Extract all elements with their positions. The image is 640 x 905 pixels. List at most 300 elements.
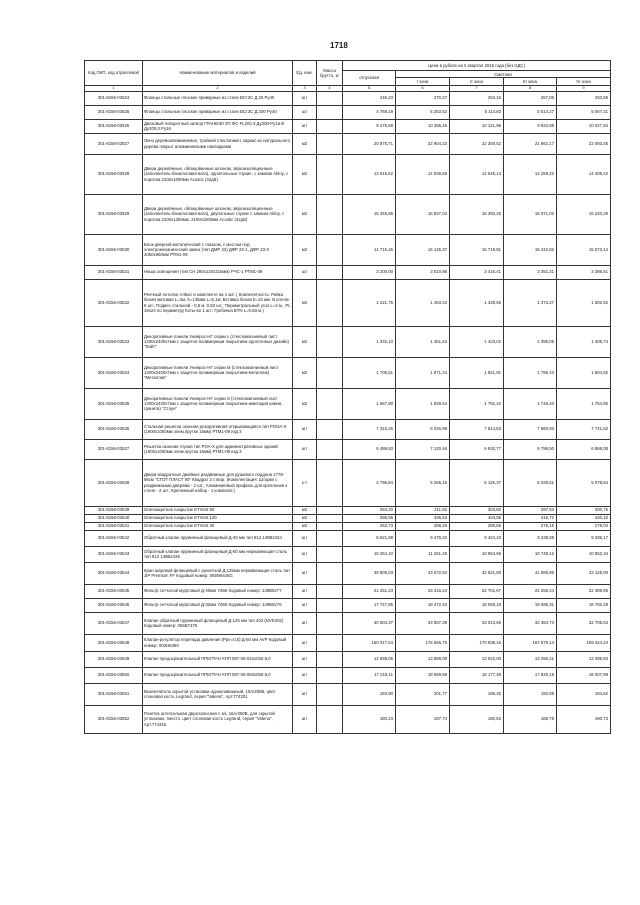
row-code: 301-8156-03538 [85, 459, 143, 506]
row-price-zone-1: 1 829,64 [396, 388, 450, 419]
column-index: 1 [85, 85, 143, 91]
row-release-price: 13 615,62 [343, 154, 396, 194]
row-code: 301-8156-03528 [85, 154, 143, 194]
table-row [85, 612, 611, 634]
row-price-zone-2: 1 821,91 [450, 357, 504, 388]
row-release-price: 3 200,00 [343, 265, 396, 279]
row-price-zone-4: 10 862,34 [557, 546, 611, 562]
row-code: 301-8156-03551 [85, 683, 143, 705]
row-price-zone-1: 13 888,08 [396, 651, 450, 667]
row-name: Фланцы стальные плоские приварные из стали ВСт3С Д 25 Ру40 [143, 91, 293, 105]
row-name: Огнезащитное покрытие ETVent 30 [143, 522, 293, 530]
row-unit: шт [293, 419, 317, 439]
row-price-zone-3: 1 395,05 [504, 326, 557, 357]
row-price-zone-4: 3 386,51 [557, 265, 611, 279]
row-price-zone-1: 23 316,24 [396, 584, 450, 598]
row-price-zone-2: 170 939,16 [450, 634, 504, 651]
row-name: Стальная решетка оконная декоративная открывающаяся тип РООА-Х (1900х1050мм элем.прутки 16мм) РТМ1-09 изд 3 [143, 419, 293, 439]
row-code: 301-8156-03541 [85, 522, 143, 530]
row-mass [317, 667, 343, 683]
row-code: 301-8156-03545 [85, 584, 143, 598]
row-price-zone-3: 5 014,27 [504, 105, 557, 119]
row-unit: м2 [293, 234, 317, 265]
row-mass [317, 562, 343, 584]
row-unit: м2 [293, 154, 317, 194]
column-index: 7 [450, 85, 504, 91]
table-row [85, 279, 611, 326]
column-index: 9 [557, 85, 611, 91]
table-row [85, 705, 611, 733]
row-price-zone-2: 16 393,25 [450, 194, 504, 234]
row-mass [317, 119, 343, 133]
row-mass [317, 133, 343, 154]
row-price-zone-4: 5 078,54 [557, 459, 611, 506]
price-catalog-table [84, 60, 611, 734]
row-price-zone-4: 169 344,24 [557, 634, 611, 651]
row-unit: м2 [293, 522, 317, 530]
row-price-zone-4: 42 125,00 [557, 562, 611, 584]
row-name: Двери деревянные, облицованные шпоном, звукоизоляционные (заполнитель-базальтовая вата), двупольные глухие с замком Abloy, с порогом 2100х1300мм, 2100х1500мм Acustic (42дБ) [143, 194, 293, 234]
row-mass [317, 194, 343, 234]
row-price-zone-1: 197,74 [396, 705, 450, 733]
row-price-zone-1: 201,77 [396, 683, 450, 705]
header-estimate-price: Сметная [396, 71, 611, 78]
row-price-zone-2: 192,53 [450, 705, 504, 733]
row-price-zone-2: 22 701,67 [450, 584, 504, 598]
row-release-price: 17 018,11 [343, 667, 396, 683]
row-price-zone-4: 1 602,62 [557, 279, 611, 326]
row-price-zone-1: 7 120,46 [396, 439, 450, 459]
row-mass [317, 459, 343, 506]
row-price-zone-4: 420,10 [557, 514, 611, 522]
row-price-zone-1: 288,26 [396, 522, 450, 530]
row-price-zone-1: 16 837,04 [396, 194, 450, 234]
row-price-zone-1: 1 461,54 [396, 326, 450, 357]
row-price-zone-1: 435,53 [396, 514, 450, 522]
row-price-zone-1: 11 261,48 [396, 546, 450, 562]
row-release-price: 284,20 [343, 506, 396, 514]
row-release-price: 1 332,10 [343, 326, 396, 357]
row-unit: м2 [293, 326, 317, 357]
row-code: 301-8156-03530 [85, 234, 143, 265]
row-release-price: 20 875,71 [343, 133, 396, 154]
row-release-price: 21 251,23 [343, 584, 396, 598]
row-name: Клапан-регулятор перепада давления (Ppe=0,5) Д-50 мм AVP Кодовый номер: 003H6390 [143, 634, 293, 651]
row-mass [317, 651, 343, 667]
row-price-zone-2: 263,15 [450, 91, 504, 105]
row-release-price: 12 658,06 [343, 651, 396, 667]
row-name: Декоративные панели Униярос-НГ серии L (стекломагниевый лист 1200х2400х7мм с защитно-полимерным покрытием однотонных дизайн) "Лайт" [143, 326, 293, 357]
row-mass [317, 357, 343, 388]
row-price-zone-4: 18 007,89 [557, 667, 611, 683]
row-name: Решетка оконная глухая тип РОА-Х для административных зданий (1900х1000мм элем.прутки 16мм) РТМ1-09 изд 3 [143, 439, 293, 459]
row-price-zone-1: 43 672,94 [396, 562, 450, 584]
table-row [85, 522, 611, 530]
row-unit: шт [293, 705, 317, 733]
row-price-zone-3: 15 410,82 [504, 234, 557, 265]
row-price-zone-3: 13 256,21 [504, 651, 557, 667]
row-price-zone-4: 1 804,92 [557, 357, 611, 388]
row-price-zone-2: 33 013,65 [450, 612, 504, 634]
row-price-zone-1: 14 938,69 [396, 154, 450, 194]
table-row [85, 265, 611, 279]
row-price-zone-2: 7 814,53 [450, 419, 504, 439]
row-unit: м2 [293, 506, 317, 514]
row-price-zone-1: 5 253,52 [396, 105, 450, 119]
row-unit: шт [293, 634, 317, 651]
row-release-price: 183,90 [343, 683, 396, 705]
row-price-zone-4: 300,76 [557, 506, 611, 514]
row-price-zone-1: 1 463,43 [396, 279, 450, 326]
row-mass [317, 279, 343, 326]
row-release-price: 246,23 [343, 91, 396, 105]
row-unit: шт [293, 119, 317, 133]
row-release-price: 9 475,58 [343, 119, 396, 133]
row-price-zone-3: 18 596,31 [504, 598, 557, 612]
table-row [85, 119, 611, 133]
row-code: 301-8156-03527 [85, 133, 143, 154]
row-code: 301-8156-03533 [85, 326, 143, 357]
row-release-price: 30 904,37 [343, 612, 396, 634]
row-release-price: 39 805,03 [343, 562, 396, 584]
row-price-zone-3: 22 255,44 [504, 584, 557, 598]
row-code: 301-8156-03539 [85, 506, 143, 514]
row-price-zone-3: 167 579,14 [504, 634, 557, 651]
row-unit: м2 [293, 194, 317, 234]
row-price-zone-2: 1 428,55 [450, 279, 504, 326]
row-code: 301-8156-03552 [85, 705, 143, 733]
row-price-zone-3: 257,06 [504, 91, 557, 105]
row-code: 301-8156-03524 [85, 91, 143, 105]
row-price-zone-2: 9 424,10 [450, 530, 504, 546]
row-price-zone-2: 10 964,65 [450, 546, 504, 562]
row-code: 301-8156-03526 [85, 119, 143, 133]
row-price-zone-3: 16 071,02 [504, 194, 557, 234]
table-row [85, 651, 611, 667]
row-price-zone-1: 270,27 [396, 91, 450, 105]
row-code: 301-8156-03525 [85, 105, 143, 119]
row-mass [317, 530, 343, 546]
row-price-zone-2: 6 932,77 [450, 439, 504, 459]
column-index: 4 [317, 85, 343, 91]
column-index: 3 [293, 85, 317, 91]
row-price-zone-1: 10 396,45 [396, 119, 450, 133]
row-mass [317, 388, 343, 419]
row-price-zone-2: 14 545,13 [450, 154, 504, 194]
row-mass [317, 705, 343, 733]
row-price-zone-2: 1 781,42 [450, 388, 504, 419]
row-price-zone-4: 9 336,17 [557, 530, 611, 546]
row-mass [317, 105, 343, 119]
row-code: 301-8156-03536 [85, 419, 143, 439]
row-price-zone-4: 18 782,28 [557, 598, 611, 612]
row-price-zone-2: 42 521,80 [450, 562, 504, 584]
row-release-price: 17 747,85 [343, 598, 396, 612]
row-price-zone-1: 22 904,23 [396, 133, 450, 154]
row-unit: шт [293, 562, 317, 584]
row-code: 301-8156-03547 [85, 612, 143, 634]
row-unit: м2 [293, 388, 317, 419]
row-name: Фланцы стальные плоские приварные из стали ВСт3С Д 200 Ру40 [143, 105, 293, 119]
row-price-zone-3: 297,63 [504, 506, 557, 514]
row-name: Декоративные панели Униярос-НГ серии М (стекломагниевый лист 1200х2400х7мм с защитно-полимерным покрытием-металлик) "Металлик" [143, 357, 293, 388]
row-name: Клапан предохранительный ПРЕГРАН КПП 097-05-050х050-6,0 [143, 667, 293, 683]
row-price-zone-3: 41 685,96 [504, 562, 557, 584]
row-name: Клапан предохранительный ПРЕГРАН КПП 097-05-032х032-6,0 [143, 651, 293, 667]
row-name: Огнезащитное покрытие ETVent 120 [143, 514, 293, 522]
row-price-zone-1: 8 026,98 [396, 419, 450, 439]
table-row [85, 357, 611, 388]
row-price-zone-4: 1 409,74 [557, 326, 611, 357]
row-unit: шт [293, 91, 317, 105]
row-code: 301-8156-03549 [85, 651, 143, 667]
row-name: Розетка штепсельная двухполюсная с з/к, 16А/250В, для скрытой установки, тместо, цвет слоновая кость Legrand, серия "Valena", Арт.774315 [143, 705, 293, 733]
row-unit: шт [293, 584, 317, 598]
row-price-zone-3: 188,75 [504, 705, 557, 733]
header-zone-2: II зона [450, 78, 504, 85]
row-price-zone-3: 21 862,17 [504, 133, 557, 154]
row-price-zone-4: 15 573,14 [557, 234, 611, 265]
row-unit: шт [293, 612, 317, 634]
row-name: Окно деревоалюминиевое, тройной стеклопакет, каркас из натурального дерева покрыт алюминиевыми накладками [143, 133, 293, 154]
row-price-zone-3: 3 351,21 [504, 265, 557, 279]
row-unit: шт [293, 105, 317, 119]
row-mass [317, 522, 343, 530]
table-row [85, 388, 611, 419]
row-price-zone-3: 10 749,12 [504, 546, 557, 562]
row-mass [317, 634, 343, 651]
table-row [85, 584, 611, 598]
table-row [85, 598, 611, 612]
table-row [85, 234, 611, 265]
row-code: 301-8156-03531 [85, 265, 143, 279]
page-number: 1718 [330, 41, 348, 50]
table-row [85, 133, 611, 154]
row-name: Двери квадратные двойные раздвижные для душевого поддона 1778-98см "СТОТ ПЛАСТ 90" Квадрат 2 створ. (Комплектация: Шторки с раздвижными дверями - 2 шт.; Алюминиевый профиль для крепления к стене - 2 шт.; Крепежный набор - 1 комплект.) [143, 459, 293, 506]
row-mass [317, 154, 343, 194]
row-price-zone-4: 10 027,94 [557, 119, 611, 133]
row-release-price: 6 489,83 [343, 439, 396, 459]
row-price-zone-4: 14 409,42 [557, 154, 611, 194]
row-mass [317, 598, 343, 612]
row-unit: м2 [293, 133, 317, 154]
row-price-zone-4: 278,04 [557, 522, 611, 530]
row-unit: шт [293, 683, 317, 705]
row-code: 301-8156-03540 [85, 514, 143, 522]
row-price-zone-3: 1 786,10 [504, 357, 557, 388]
row-name: Двери деревянные, облицованные шпоном, звукоизоляционные (заполнитель-базальтовая вата), однопольные глухие, с замком Abloy, с порогом 2100х1000мм Acustic (42дБ) [143, 154, 293, 194]
table-row [85, 194, 611, 234]
row-mass [317, 546, 343, 562]
row-code: 301-8156-03537 [85, 439, 143, 459]
row-price-zone-3: 6 796,50 [504, 439, 557, 459]
row-mass [317, 506, 343, 514]
row-code: 301-8156-03542 [85, 530, 143, 546]
row-release-price: 1 705,51 [343, 357, 396, 388]
table-row [85, 530, 611, 546]
row-price-zone-1: 3 510,95 [396, 265, 450, 279]
row-code: 301-8156-03548 [85, 634, 143, 651]
row-code: 301-8156-03529 [85, 194, 143, 234]
row-unit: шт [293, 667, 317, 683]
table-row [85, 459, 611, 506]
row-release-price: 14 715,45 [343, 234, 396, 265]
row-unit: шт [293, 651, 317, 667]
row-price-zone-4: 293,69 [557, 91, 611, 105]
row-price-zone-1: 5 265,15 [396, 459, 450, 506]
row-price-zone-2: 303,60 [450, 506, 504, 514]
row-code: 301-8156-03534 [85, 357, 143, 388]
column-index: 8 [504, 85, 557, 91]
row-price-zone-2: 5 114,83 [450, 105, 504, 119]
row-mass [317, 584, 343, 598]
table-row [85, 514, 611, 522]
row-price-zone-2: 196,45 [450, 683, 504, 705]
row-price-zone-2: 1 423,02 [450, 326, 504, 357]
row-price-zone-1: 18 669,59 [396, 667, 450, 683]
row-mass [317, 683, 343, 705]
row-price-zone-3: 9 238,88 [504, 530, 557, 546]
row-price-zone-3: 9 922,98 [504, 119, 557, 133]
row-price-zone-1: 16 145,37 [396, 234, 450, 265]
row-mass [317, 265, 343, 279]
row-mass [317, 514, 343, 522]
row-release-price: 1 667,90 [343, 388, 396, 419]
row-unit: шт [293, 439, 317, 459]
row-release-price: 180,23 [343, 705, 396, 733]
row-name: Декоративные панели Униярос-НГ серии S (стекломагниевый лист 1200х2400х7мм с защитно-полимерным покрытием-имитация камня, гранита) "Стоун" [143, 388, 293, 419]
row-price-zone-1: 1 871,24 [396, 357, 450, 388]
row-unit: шт [293, 530, 317, 546]
header-zone-3: III зона [504, 78, 557, 85]
header-mass: Масса брутто, кг [317, 61, 343, 86]
header-release-price: отпускная [343, 71, 396, 86]
row-price-zone-4: 13 395,83 [557, 651, 611, 667]
row-price-zone-4: 16 240,29 [557, 194, 611, 234]
row-mass [317, 91, 343, 105]
row-release-price: 15 345,86 [343, 194, 396, 234]
row-code: 301-8156-03544 [85, 562, 143, 584]
row-price-zone-4: 32 705,63 [557, 612, 611, 634]
row-release-price: 8 621,88 [343, 530, 396, 546]
row-release-price: 160 017,64 [343, 634, 396, 651]
row-name: Выключатель скрытой установки одноклавишный, 10А/250В, цвет слоновая кость Legrand, серия "Valena", Арт.774301 [143, 683, 293, 705]
header-zone-4: IV зона [557, 78, 611, 85]
row-price-zone-2: 13 522,00 [450, 651, 504, 667]
row-price-zone-4: 6 868,08 [557, 439, 611, 459]
row-release-price: 262,73 [343, 522, 396, 530]
row-mass [317, 439, 343, 459]
row-price-zone-4: 22 489,85 [557, 584, 611, 598]
table-row [85, 634, 611, 651]
row-price-zone-1: 175 566,76 [396, 634, 450, 651]
table-row [85, 105, 611, 119]
row-price-zone-2: 3 416,41 [450, 265, 504, 279]
row-price-zone-4: 194,62 [557, 683, 611, 705]
header-code: Код ОКП, код отраслевой [85, 61, 143, 86]
row-price-zone-2: 5 126,37 [450, 459, 504, 506]
row-price-zone-2: 22 300,52 [450, 133, 504, 154]
row-price-zone-3: 1 373,27 [504, 279, 557, 326]
row-name: Обратный клапан пружинный фланцевый Д-80 мм нержавеющая сталь тип 812 149В2425 [143, 546, 293, 562]
row-price-zone-4: 7 741,62 [557, 419, 611, 439]
header-name: Наименование материалов и изделий [143, 61, 293, 86]
row-price-zone-1: 18 472,43 [396, 598, 450, 612]
row-price-zone-3: 14 259,22 [504, 154, 557, 194]
row-name: Ниша освещения (тип СН 280х120х215мм) РЧС-1 РТМ1-09 [143, 265, 293, 279]
row-release-price: 4 768,19 [343, 105, 396, 119]
row-name: Фильтр сетчатый муфтовый Д-40мм Y666 Кодовый номер: 149В5277 [143, 584, 293, 598]
row-release-price: 4 796,84 [343, 459, 396, 506]
row-code: 301-8156-03543 [85, 546, 143, 562]
row-name: Клапан обратный пружинный фланцевый Д-125 мм тип 402 (NVD402) Кодовый номер: 065В7475 [143, 612, 293, 634]
row-price-zone-4: 5 067,31 [557, 105, 611, 119]
row-price-zone-4: 1 764,80 [557, 388, 611, 419]
row-mass [317, 419, 343, 439]
row-mass [317, 326, 343, 357]
row-name: Реечный потолок АлБес в комплекте на 1 м2: ( Комплектность: Рейка белая матовая L=3м, b=135мм L=6,1м; Вставка белая b=15 мм. В кол-ве 6 шт.; Подвес стальной - 0,5 м, 0,83 шт.; Периметральный угол L=3 м., PL 19х24 по периметру Коты-во 1 шт.; Гребенка BTN L=0,83 м.) [143, 279, 293, 326]
row-unit: шт [293, 265, 317, 279]
row-code: 301-8156-03532 [85, 279, 143, 326]
row-unit: к-т [293, 459, 317, 506]
row-code: 301-8156-03550 [85, 667, 143, 683]
row-name: Дисковый поворотный затвор ГРАНВЭЛ ЗП ФС-FL(W)-3 Ду200-Ру16-Е Ду200,0 Ру16 [143, 119, 293, 133]
row-price-zone-3: 275,15 [504, 522, 557, 530]
row-name: Фильтр сетчатый муфтовый Д-32мм Y666 Кодовый номер: 149В5276 [143, 598, 293, 612]
row-price-zone-2: 15 719,81 [450, 234, 504, 265]
row-release-price: 396,96 [343, 514, 396, 522]
row-price-zone-3: 32 364,73 [504, 612, 557, 634]
row-price-zone-3: 415,72 [504, 514, 557, 522]
row-price-zone-2: 18 177,48 [450, 667, 504, 683]
row-release-price: 7 316,25 [343, 419, 396, 439]
row-name: Блок дверной металический с глазком, с местом под электромеханический замок (тип ДМР 23) ДФР 23-1, ДФР 23-3 2050х960мм РТМ1-09 [143, 234, 293, 265]
row-unit: шт [293, 546, 317, 562]
table-row [85, 91, 611, 105]
row-name: Огнезащитное покрытие ETVent 60 [143, 506, 293, 514]
row-price-zone-3: 192,59 [504, 683, 557, 705]
row-code: 301-8156-03546 [85, 598, 143, 612]
table-row [85, 562, 611, 584]
row-unit: м2 [293, 357, 317, 388]
row-mass [317, 612, 343, 634]
row-price-zone-3: 5 025,61 [504, 459, 557, 506]
row-name: Кран шаровой фланцевый с рукояткой Д 125мм нержавеющая сталь тип JIP Premium FF Кодовый номер: 065N9445G [143, 562, 293, 584]
row-release-price: 1 221,75 [343, 279, 396, 326]
row-unit: м2 [293, 514, 317, 522]
row-unit: м2 [293, 279, 317, 326]
row-name: Обратный клапан пружинный фланцевый Д-40 мм тип 812 149В2424 [143, 530, 293, 546]
table-row [85, 419, 611, 439]
row-code: 301-8156-03535 [85, 388, 143, 419]
row-price-zone-4: 22 093,45 [557, 133, 611, 154]
header-zone-1: I зона [396, 78, 450, 85]
row-price-zone-3: 7 660,93 [504, 419, 557, 439]
row-price-zone-2: 424,05 [450, 514, 504, 522]
row-mass [317, 234, 343, 265]
row-price-zone-2: 10 121,96 [450, 119, 504, 133]
row-price-zone-3: 17 820,19 [504, 667, 557, 683]
header-price: Цена в рублях на II квартал 2016 года (без НДС) [343, 61, 611, 71]
column-index: 6 [396, 85, 450, 91]
row-price-zone-1: 33 907,39 [396, 612, 450, 634]
row-unit: шт [293, 598, 317, 612]
row-price-zone-2: 280,66 [450, 522, 504, 530]
table-row [85, 439, 611, 459]
table-row [85, 667, 611, 683]
table-row [85, 506, 611, 514]
row-price-zone-3: 1 746,40 [504, 388, 557, 419]
